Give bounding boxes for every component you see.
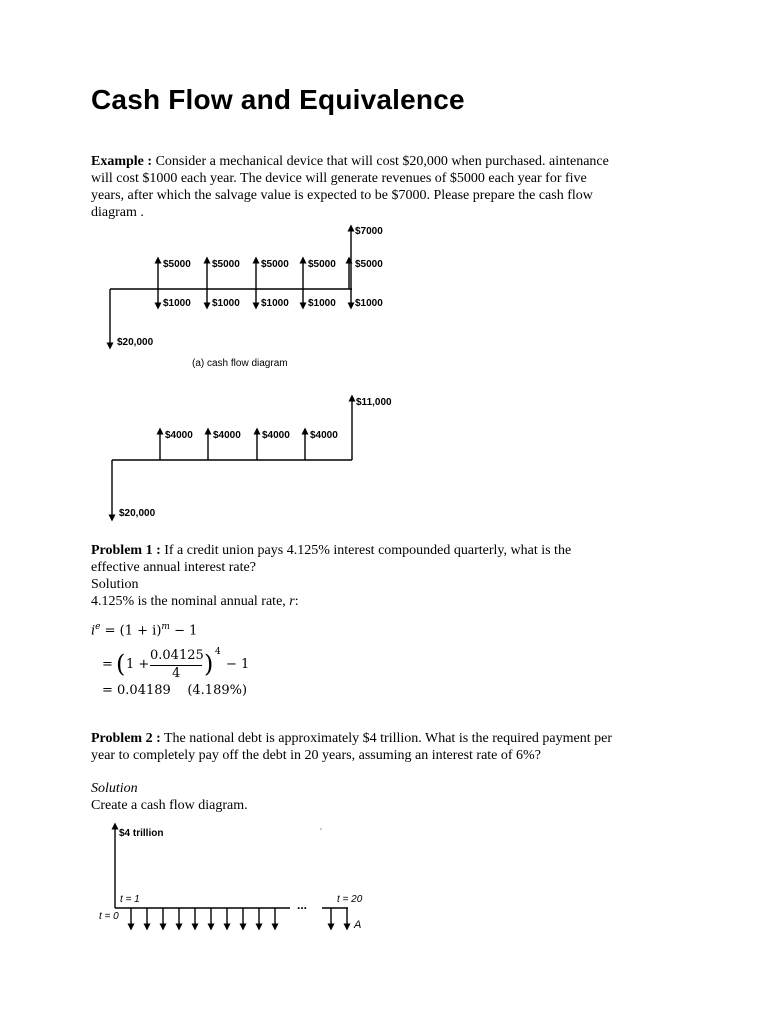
problem-2-label: Problem 2 :: [91, 731, 161, 746]
diagram-c-speck: [320, 828, 322, 830]
diagram-a-revenue-label: $5000: [163, 259, 191, 270]
formula-i: i: [91, 623, 96, 639]
formula-eq-2: =: [102, 657, 113, 672]
formula-m: m: [161, 622, 170, 632]
diagram-c-payment-label: A: [354, 919, 362, 931]
diagram-a-revenue-label: $5000: [308, 259, 336, 270]
diagram-b-final-label: $11,000: [356, 397, 392, 408]
diagram-a-salvage-label: $7000: [355, 226, 383, 237]
diagram-a-revenue-label: $5000: [261, 259, 289, 270]
formula-numerator: 0.04125: [150, 648, 204, 663]
diagram-b-net-label: $4000: [165, 430, 193, 441]
problem-1-label: Problem 1 :: [91, 543, 161, 558]
problem-2-line-2: year to completely pay off the debt in 20 years, assuming an interest rate of 6%?: [91, 748, 541, 763]
diagram-a-revenue-label: $5000: [355, 259, 383, 270]
problem-1-line-2: effective annual interest rate?: [91, 560, 256, 575]
diagram-c-dots: ...: [297, 898, 308, 912]
formula-tail: − 1: [169, 623, 198, 639]
example-label: Example :: [91, 154, 153, 169]
problem-2-solution-label: Solution: [91, 781, 138, 796]
problem-2-create: Create a cash flow diagram.: [91, 798, 248, 813]
formula-e: e: [95, 622, 101, 632]
formula-one-plus: 1 +: [126, 657, 150, 672]
diagram-a-cost-label: $1000: [355, 298, 383, 309]
diagram-a-cost-label: $1000: [308, 298, 336, 309]
diagram-a-initial-label: $20,000: [117, 337, 154, 348]
diagram-c-t0-label: t = 0: [99, 911, 119, 922]
diagram-a-cost-label: $1000: [261, 298, 289, 309]
page-title: Cash Flow and Equivalence: [91, 84, 465, 115]
problem-2-line-1: The national debt is approximately $4 trillion. What is the required payment per: [163, 731, 612, 746]
example-line-4: diagram .: [91, 205, 144, 220]
diagram-c-t20-label: t = 20: [337, 894, 363, 905]
diagram-b-initial-label: $20,000: [119, 508, 156, 519]
diagram-a-cost-label: $1000: [212, 298, 240, 309]
diagram-a-cost-label: $1000: [163, 298, 191, 309]
diagram-b-net-label: $4000: [262, 430, 290, 441]
diagram-c-top-label: $4 trillion: [119, 828, 164, 839]
diagram-b-net-label: $4000: [213, 430, 241, 441]
example-line-2: will cost $1000 each year. The device will generate revenues of $5000 each year for five: [91, 171, 587, 186]
formula-exp-4: 4: [215, 647, 221, 657]
diagram-b-net-label: $4000: [310, 430, 338, 441]
formula-rhs: = (1 + i): [104, 623, 162, 639]
problem-1-solution-label: Solution: [91, 577, 139, 592]
problem-1-line-1: If a credit union pays 4.125% interest compounded quarterly, what is the: [164, 543, 572, 558]
formula-open-paren: (: [116, 650, 126, 678]
formula-minus-one: − 1: [226, 657, 250, 672]
diagram-c-t1-label: t = 1: [120, 894, 140, 905]
problem-1-nominal-text: 4.125% is the nominal annual rate,: [91, 594, 286, 609]
diagram-a-caption: (a) cash flow diagram: [192, 358, 288, 369]
example-line-1: Consider a mechanical device that will cost $20,000 when purchased. aintenance: [155, 154, 609, 169]
example-line-3: years, after which the salvage value is expected to be $7000. Please prepare the cash flow: [91, 188, 593, 203]
problem-1-nominal-end: :: [294, 594, 299, 609]
formula-denominator: 4: [172, 666, 181, 681]
formula-result: = 0.04189: [102, 683, 171, 698]
problem-1-nominal-var: r: [289, 594, 295, 609]
formula-result-percent: (4.189%): [187, 683, 248, 698]
formula-close-paren: ): [204, 650, 214, 678]
diagram-a-revenue-label: $5000: [212, 259, 240, 270]
